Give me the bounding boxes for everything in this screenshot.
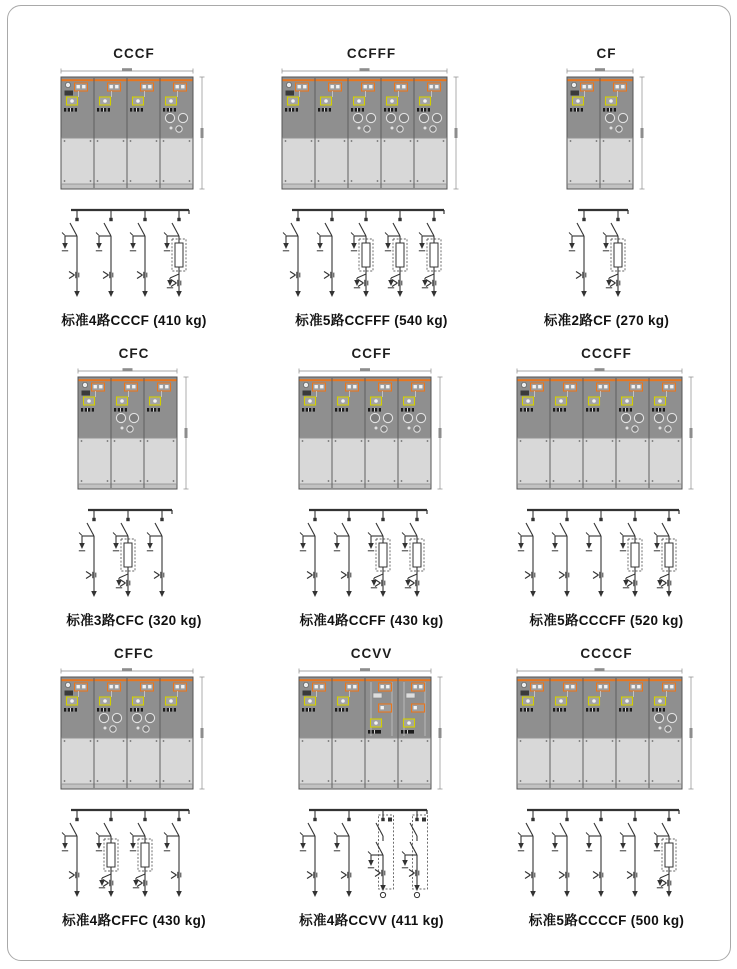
- switchgear-unit-ccfff: [252, 46, 492, 346]
- single-line-diagram: [509, 503, 705, 605]
- switchgear-unit-cf: [492, 46, 722, 346]
- cabinet-drawing: [75, 367, 194, 495]
- unit-title: CF: [596, 46, 617, 61]
- cabinet-front-view: [296, 367, 448, 495]
- unit-title: CFFC: [114, 646, 154, 661]
- switchgear-unit-ccccf: [492, 646, 722, 946]
- cabinet-drawing: [514, 367, 699, 495]
- switchgear-unit-cffc: [17, 646, 252, 946]
- switchgear-unit-cccf: [17, 46, 252, 346]
- switchgear-unit-cfc: [17, 346, 252, 646]
- single-line-diagram: [274, 203, 470, 305]
- schematic-drawing: [53, 203, 215, 305]
- schematic-drawing: [509, 803, 705, 905]
- unit-title: CCFF: [351, 346, 392, 361]
- unit-caption: 标准4路CFFC (430 kg): [62, 913, 206, 928]
- cabinet-front-view: [514, 367, 699, 495]
- schematic-drawing: [509, 503, 705, 605]
- unit-caption: 标准5路CCCCF (500 kg): [528, 913, 685, 928]
- unit-caption: 标准5路CCCFF (520 kg): [529, 613, 684, 628]
- cabinet-drawing: [58, 667, 210, 795]
- cabinet-drawing: [58, 67, 210, 195]
- cabinet-front-view: [58, 67, 210, 195]
- unit-caption: 标准4路CCFF (430 kg): [299, 613, 444, 628]
- cabinet-drawing: [296, 667, 448, 795]
- schematic-drawing: [274, 203, 470, 305]
- cabinet-drawing: [296, 367, 448, 495]
- cabinet-front-view: [564, 67, 650, 195]
- unit-caption: 标准3路CFC (320 kg): [66, 613, 202, 628]
- switchgear-unit-ccff: [252, 346, 492, 646]
- cabinet-drawing: [279, 67, 464, 195]
- unit-title: CFC: [118, 346, 150, 361]
- switchgear-unit-ccvv: [252, 646, 492, 946]
- schematic-drawing: [291, 503, 453, 605]
- unit-title: CCVV: [350, 646, 393, 661]
- single-line-diagram: [291, 503, 453, 605]
- cabinet-drawing: [514, 667, 699, 795]
- cabinet-front-view: [75, 367, 194, 495]
- single-line-diagram: [509, 803, 705, 905]
- single-line-diagram: [53, 203, 215, 305]
- switchgear-unit-cccff: [492, 346, 722, 646]
- unit-title: CCCFF: [581, 346, 632, 361]
- unit-caption: 标准5路CCFFF (540 kg): [295, 313, 448, 328]
- unit-title: CCFFF: [346, 46, 397, 61]
- cabinet-front-view: [514, 667, 699, 795]
- single-line-diagram: [560, 203, 654, 305]
- schematic-drawing: [291, 803, 453, 905]
- unit-caption: 标准4路CCCF (410 kg): [61, 313, 207, 328]
- catalog-page: [7, 5, 731, 961]
- unit-caption: 标准2路CF (270 kg): [543, 313, 670, 328]
- schematic-drawing: [53, 803, 215, 905]
- cabinet-front-view: [58, 667, 210, 795]
- units-grid: [16, 46, 722, 946]
- unit-caption: 标准4路CCVV (411 kg): [299, 913, 444, 928]
- schematic-drawing: [70, 503, 198, 605]
- unit-title: CCCCF: [580, 646, 633, 661]
- cabinet-front-view: [296, 667, 448, 795]
- single-line-diagram: [291, 803, 453, 905]
- unit-title: CCCF: [113, 46, 155, 61]
- cabinet-front-view: [279, 67, 464, 195]
- single-line-diagram: [70, 503, 198, 605]
- single-line-diagram: [53, 803, 215, 905]
- cabinet-drawing: [564, 67, 650, 195]
- schematic-drawing: [560, 203, 654, 305]
